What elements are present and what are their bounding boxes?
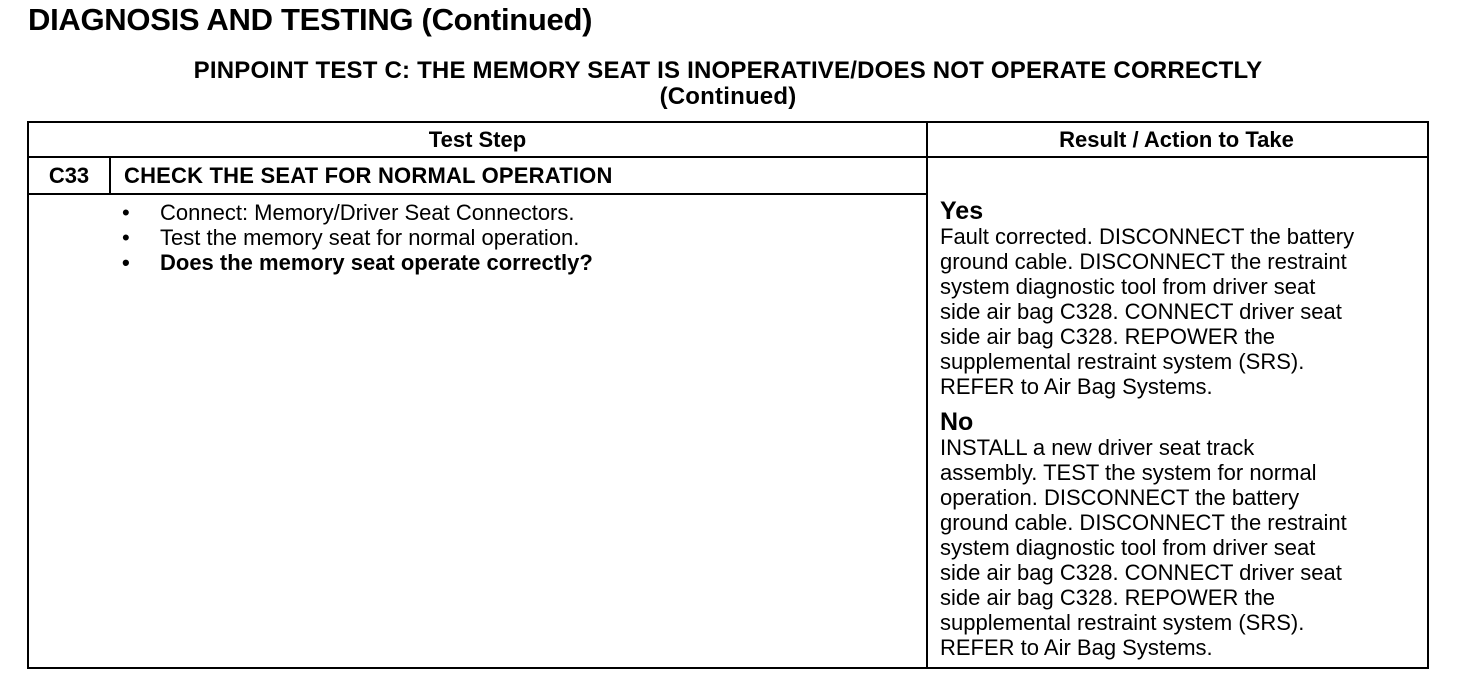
section-title: DIAGNOSIS AND TESTING (Continued) [28,2,593,37]
pinpoint-test-title [28,58,1428,110]
step-title-divider [29,193,926,195]
instruction-question: Does the memory seat operate correctly? [160,250,593,275]
instruction-text: Test the memory seat for normal operation. [160,225,580,250]
column-divider [926,123,928,667]
bullet-icon: • [122,225,130,250]
step-id: C33 [48,163,90,188]
header-test-step: Test Step [428,127,527,152]
test-title-line-1: PINPOINT TEST C: THE MEMORY SEAT IS INOPERATIVE/DOES NOT OPERATE CORRECTLY [193,57,1263,84]
instruction-text: Connect: Memory/Driver Seat Connectors. [160,200,575,225]
list-item [120,250,593,275]
list-item [120,200,593,225]
step-instructions [120,200,593,275]
test-title-line-2: (Continued) [659,83,797,110]
result-no-label: No [940,408,974,436]
result-no-text: INSTALL a new driver seat track assembly. TEST the system for normal operation. DISCONNECT the battery ground cable. DISCONNECT the restraint system diagnostic tool from driver seat side air bag C328. CONNECT driver seat side air bag C328. REPOWER the supplemental restraint system (SRS). REFER to Air Bag Systems. [940,435,1347,660]
result-yes-label: Yes [940,197,984,225]
bullet-icon: • [122,200,130,225]
step-id-divider [109,158,111,194]
header-result-action: Result / Action to Take [1059,127,1294,152]
result-actions [940,198,1420,660]
bullet-icon: • [122,250,130,275]
step-title: CHECK THE SEAT FOR NORMAL OPERATION [124,163,613,188]
list-item [120,225,593,250]
result-yes-text: Fault corrected. DISCONNECT the battery ground cable. DISCONNECT the restraint system diagnostic tool from driver seat side air bag C328. CONNECT driver seat side air bag C328. REPOWER the supplemental restraint system (SRS). REFER to Air Bag Systems. [940,224,1355,399]
